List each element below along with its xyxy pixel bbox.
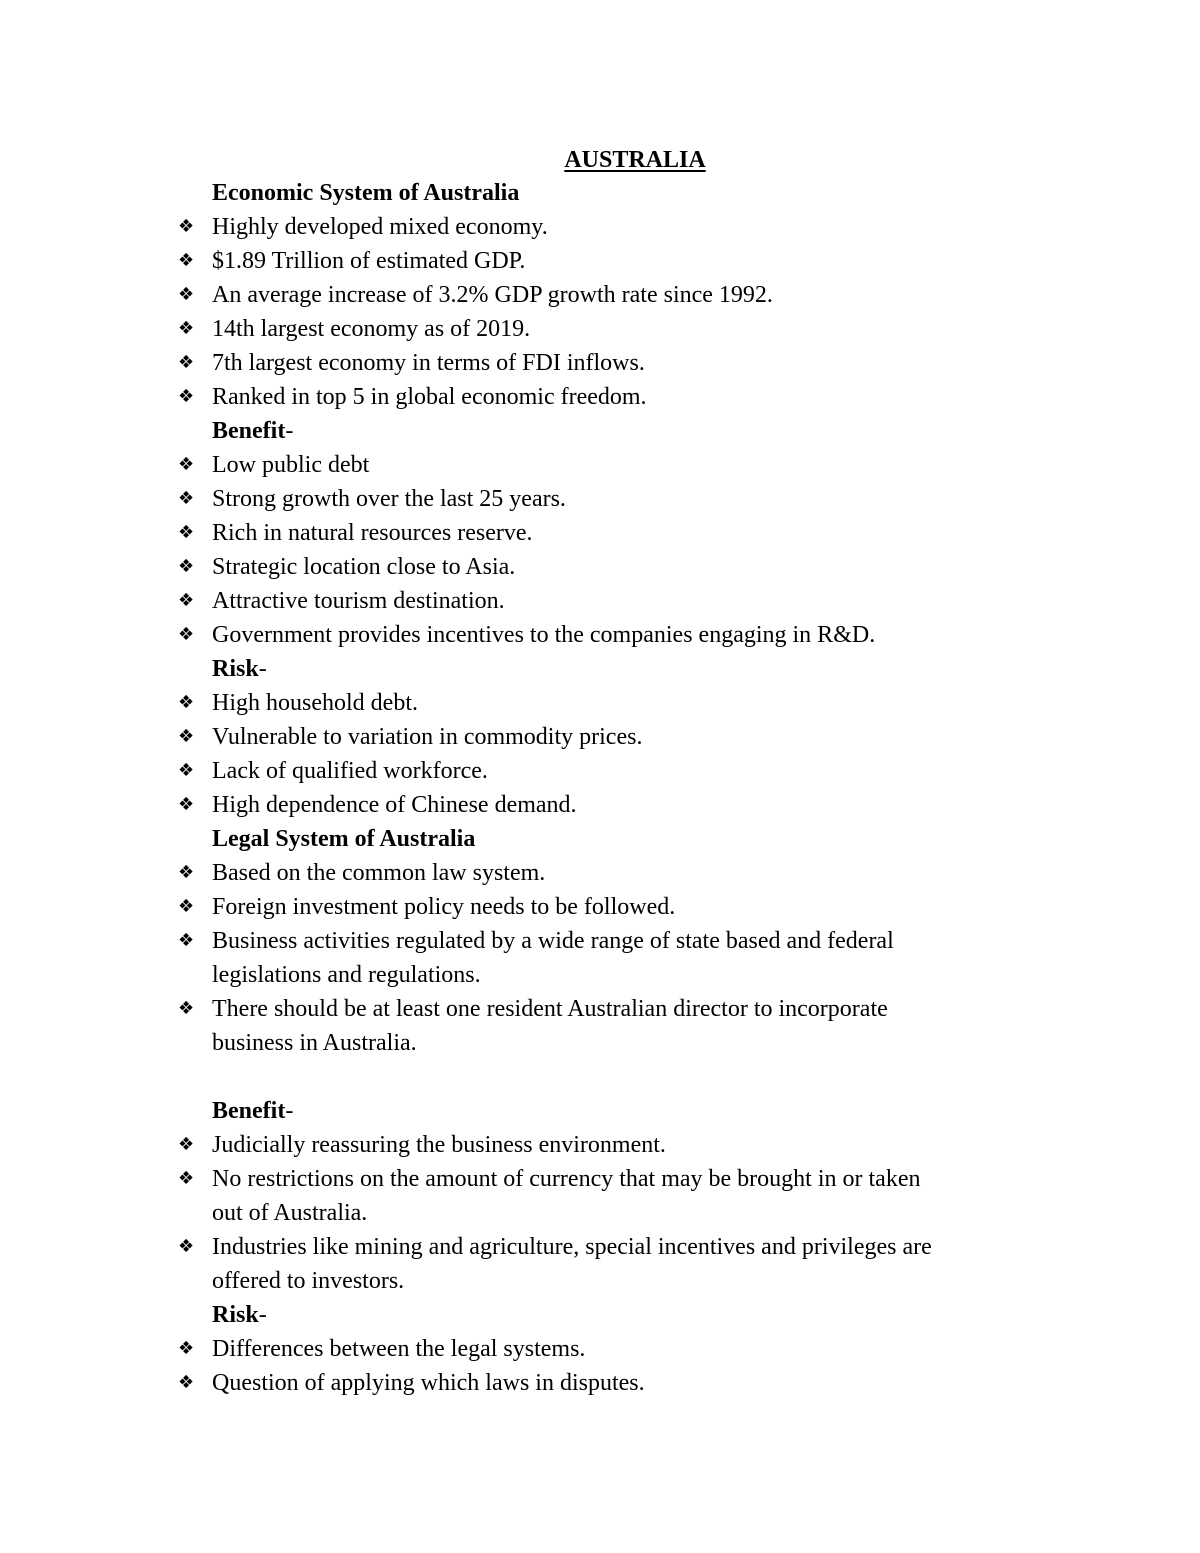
bullet-item xyxy=(178,1128,1058,1162)
section-heading xyxy=(178,1094,1058,1128)
bullet-item xyxy=(178,550,1058,584)
bullet-item xyxy=(178,1230,1058,1264)
bullet-text: There should be at least one resident Australian director to incorporate xyxy=(212,996,888,1022)
bullet-text: 7th largest economy in terms of FDI inflows. xyxy=(212,350,645,376)
section-heading-text: Economic System of Australia xyxy=(212,180,520,206)
bullet-text: Lack of qualified workforce. xyxy=(212,758,488,784)
bullet-text: Vulnerable to variation in commodity prices. xyxy=(212,724,643,750)
section-heading xyxy=(178,652,1058,686)
bullet-item xyxy=(178,482,1058,516)
bullet-item-continuation xyxy=(178,1196,1058,1230)
diamond-four-petal-icon: ❖ xyxy=(178,590,195,611)
diamond-four-petal-icon: ❖ xyxy=(178,726,195,747)
diamond-four-petal-icon: ❖ xyxy=(178,1236,195,1257)
diamond-four-petal-icon: ❖ xyxy=(178,386,195,407)
diamond-four-petal-icon: ❖ xyxy=(178,794,195,815)
section-heading xyxy=(178,414,1058,448)
bullet-item xyxy=(178,1332,1058,1366)
bullet-item xyxy=(178,1366,1058,1400)
section-heading-dash: - xyxy=(285,1098,294,1124)
diamond-four-petal-icon: ❖ xyxy=(178,692,195,713)
bullet-item xyxy=(178,278,1058,312)
section-heading-text: Benefit xyxy=(212,418,286,444)
diamond-four-petal-icon: ❖ xyxy=(178,862,195,883)
bullet-item xyxy=(178,584,1058,618)
bullet-item xyxy=(178,618,1058,652)
bullet-text: legislations and regulations. xyxy=(212,962,481,988)
bullet-text: Foreign investment policy needs to be followed. xyxy=(212,894,676,920)
diamond-four-petal-icon: ❖ xyxy=(178,556,195,577)
bullet-item xyxy=(178,448,1058,482)
bullet-text: Low public debt xyxy=(212,452,370,478)
bullet-item xyxy=(178,1162,1058,1196)
section-heading-dash: - xyxy=(258,656,267,682)
bullet-text: Based on the common law system. xyxy=(212,860,546,886)
diamond-four-petal-icon: ❖ xyxy=(178,1372,195,1393)
bullet-item xyxy=(178,686,1058,720)
bullet-text: $1.89 Trillion of estimated GDP. xyxy=(212,248,526,274)
bullet-item xyxy=(178,788,1058,822)
document-title: AUSTRALIA xyxy=(564,147,706,173)
diamond-four-petal-icon: ❖ xyxy=(178,998,195,1019)
bullet-text: Industries like mining and agriculture, special incentives and privileges are xyxy=(212,1234,932,1260)
bullet-text: Highly developed mixed economy. xyxy=(212,214,548,240)
diamond-four-petal-icon: ❖ xyxy=(178,1168,195,1189)
bullet-item xyxy=(178,890,1058,924)
bullet-text: 14th largest economy as of 2019. xyxy=(212,316,531,342)
bullet-item xyxy=(178,856,1058,890)
bullet-item-continuation xyxy=(178,1264,1058,1298)
bullet-text: No restrictions on the amount of currency that may be brought in or taken xyxy=(212,1166,921,1192)
diamond-four-petal-icon: ❖ xyxy=(178,250,195,271)
bullet-item-continuation xyxy=(178,958,1058,992)
bullet-text: Rich in natural resources reserve. xyxy=(212,520,533,546)
diamond-four-petal-icon: ❖ xyxy=(178,216,195,237)
diamond-four-petal-icon: ❖ xyxy=(178,760,195,781)
bullet-text: Judicially reassuring the business environment. xyxy=(212,1132,666,1158)
bullet-text: offered to investors. xyxy=(212,1268,405,1294)
bullet-item xyxy=(178,720,1058,754)
bullet-item xyxy=(178,924,1058,958)
bullet-item xyxy=(178,346,1058,380)
diamond-four-petal-icon: ❖ xyxy=(178,488,195,509)
bullet-item xyxy=(178,380,1058,414)
section-heading xyxy=(178,1298,1058,1332)
document-body xyxy=(178,176,1058,1400)
bullet-text: High household debt. xyxy=(212,690,418,716)
bullet-item-continuation xyxy=(178,1026,1058,1060)
bullet-text: out of Australia. xyxy=(212,1200,368,1226)
diamond-four-petal-icon: ❖ xyxy=(178,454,195,475)
section-heading-text: Risk xyxy=(212,656,259,682)
diamond-four-petal-icon: ❖ xyxy=(178,624,195,645)
bullet-text: Government provides incentives to the companies engaging in R&D. xyxy=(212,622,876,648)
bullet-text: Differences between the legal systems. xyxy=(212,1336,586,1362)
bullet-text: Ranked in top 5 in global economic freedom. xyxy=(212,384,647,410)
bullet-item xyxy=(178,210,1058,244)
bullet-text: Attractive tourism destination. xyxy=(212,588,505,614)
section-heading xyxy=(178,176,1058,210)
section-heading xyxy=(178,822,1058,856)
diamond-four-petal-icon: ❖ xyxy=(178,284,195,305)
bullet-item xyxy=(178,992,1058,1026)
bullet-text: Business activities regulated by a wide range of state based and federal xyxy=(212,928,894,954)
section-heading-dash: - xyxy=(258,1302,267,1328)
bullet-text: Strategic location close to Asia. xyxy=(212,554,516,580)
diamond-four-petal-icon: ❖ xyxy=(178,1338,195,1359)
section-heading-text: Legal System of Australia xyxy=(212,826,476,852)
bullet-item xyxy=(178,516,1058,550)
diamond-four-petal-icon: ❖ xyxy=(178,1134,195,1155)
diamond-four-petal-icon: ❖ xyxy=(178,352,195,373)
section-heading-text: Benefit xyxy=(212,1098,286,1124)
section-heading-dash: - xyxy=(285,418,294,444)
diamond-four-petal-icon: ❖ xyxy=(178,930,195,951)
blank-line xyxy=(178,1060,1058,1094)
bullet-text: business in Australia. xyxy=(212,1030,417,1056)
bullet-item xyxy=(178,754,1058,788)
bullet-text: Strong growth over the last 25 years. xyxy=(212,486,566,512)
bullet-text: Question of applying which laws in disputes. xyxy=(212,1370,645,1396)
diamond-four-petal-icon: ❖ xyxy=(178,522,195,543)
diamond-four-petal-icon: ❖ xyxy=(178,896,195,917)
section-heading-text: Risk xyxy=(212,1302,259,1328)
bullet-text: High dependence of Chinese demand. xyxy=(212,792,577,818)
bullet-text: An average increase of 3.2% GDP growth rate since 1992. xyxy=(212,282,773,308)
bullet-item xyxy=(178,312,1058,346)
bullet-item xyxy=(178,244,1058,278)
diamond-four-petal-icon: ❖ xyxy=(178,318,195,339)
